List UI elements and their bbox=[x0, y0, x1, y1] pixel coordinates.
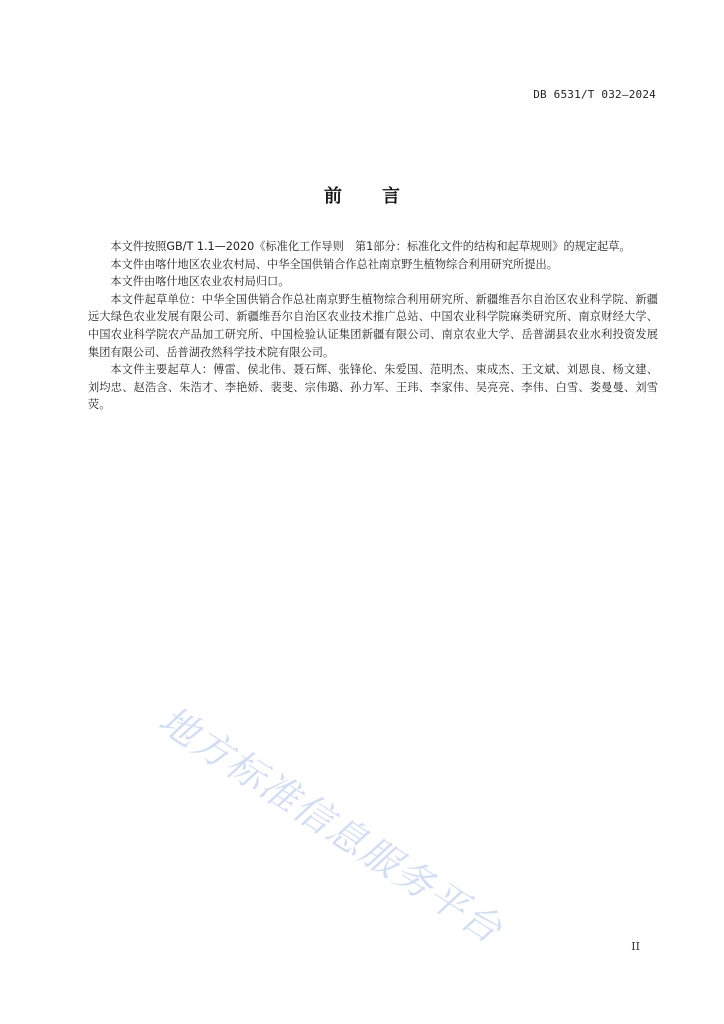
watermark: 地方标准信息服务平台 bbox=[151, 697, 511, 953]
foreword-body bbox=[88, 238, 658, 414]
page-title: 前言 bbox=[324, 186, 440, 207]
paragraph-drafting-units: 本文件起草单位：中华全国供销合作总社南京野生植物综合利用研究所、新疆维吾尔自治区农业科学院、新疆远大绿色农业发展有限公司、新疆维吾尔自治区农业技术推广总站、中国农业科学院麻类研究所、南京财经大学、中国农业科学院农产品加工研究所、中国检验认证集团新疆有限公司、南京农业大学、岳普湖县农业水利投资发展集团有限公司、岳普湖孜然科学技术院有限公司。 bbox=[88, 292, 658, 359]
standard-code: DB 6531/T 032—2024 bbox=[533, 88, 656, 101]
paragraph-drafting-rules: 本文件按照GB/T 1.1—2020《标准化工作导则 第1部分：标准化文件的结构和起草规则》的规定起草。 bbox=[110, 240, 631, 253]
paragraph-drafters: 本文件主要起草人：傅雷、侯北伟、聂石辉、张锋伦、朱爱国、范明杰、束成杰、王文斌、刘恩良、杨文建、刘均忠、赵浩含、朱浩才、李艳娇、裴斐、宗伟璐、孙力军、王玮、李家伟、吴亮亮、李伟、白雪、娄曼曼、刘雪荧。 bbox=[88, 363, 658, 412]
paragraph-administrator: 本文件由喀什地区农业农村局归口。 bbox=[110, 275, 290, 289]
paragraph-proposer: 本文件由喀什地区农业农村局、中华全国供销合作总社南京野生植物综合利用研究所提出。 bbox=[110, 257, 558, 271]
page-number: II bbox=[631, 940, 640, 953]
